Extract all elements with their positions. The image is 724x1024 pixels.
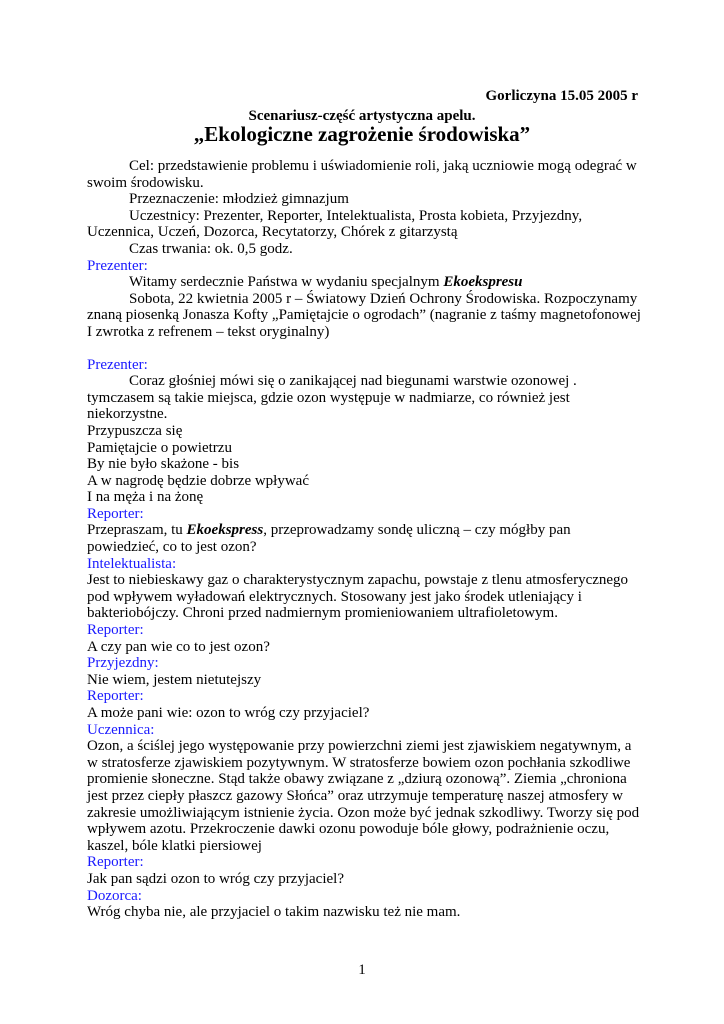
speaker-label: Reporter: xyxy=(87,505,144,522)
document-subtitle: Scenariusz-część artystyczna apelu. xyxy=(248,108,476,124)
poem-line: By nie było skażone - bis xyxy=(87,456,240,473)
poem-line: I na męża i na żonę xyxy=(87,489,204,506)
dialogue-line: Nie wiem, jestem nietutejszy xyxy=(87,671,262,688)
dialogue-line: Jak pan sądzi ozon to wróg czy przyjaciel? xyxy=(87,870,344,887)
dialogue-line: A czy pan wie co to jest ozon? xyxy=(87,638,270,655)
speaker-label: Prezenter: xyxy=(87,257,148,274)
program-name: Ekoekspress xyxy=(186,522,264,539)
speaker-label: Reporter: xyxy=(87,688,144,705)
speaker-label: Reporter: xyxy=(87,854,144,871)
document-body xyxy=(87,158,642,921)
speaker-label: Intelektualista: xyxy=(87,555,177,572)
page-number: 1 xyxy=(358,962,366,978)
dialogue-text: Przepraszam, tu xyxy=(87,522,187,539)
dialogue-line: Jest to niebieskawy gaz o charakterystycznym zapachu, powstaje z tlenu atmosferycznego pod wpływem wyładowań elektrycznych. Stosowany jest jako środek utleniający i bakteriobójczy. Chroni przed nadmiernym promieniowaniem ultrafioletowym. xyxy=(87,572,629,622)
speaker-label: Prezenter: xyxy=(87,356,148,373)
document-date: Gorliczyna 15.05 2005 r xyxy=(485,88,638,104)
dialogue-line: Coraz głośniej mówi się o zanikającej nad biegunami warstwie ozonowej . tymczasem są takie miejsca, gdzie ozon występuje w nadmiarze, co również jest niekorzystne. xyxy=(87,373,577,423)
dialogue-line xyxy=(87,274,642,291)
welcome-text: Witamy serdecznie Państwa w wydaniu specjalnym xyxy=(129,274,444,291)
intro-audience: Przeznaczenie: młodzież gimnazjum xyxy=(129,191,349,208)
speaker-label: Uczennica: xyxy=(87,721,155,738)
program-name: Ekoekspresu xyxy=(443,274,523,291)
dialogue-line: Sobota, 22 kwietnia 2005 r – Światowy Dzień Ochrony Środowiska. Rozpoczynamy znaną piosenką Jonasza Kofty „Pamiętajcie o ogrodach” (nagranie z taśmy magnetofonowej I zwrotka z refrenem – tekst oryginalny) xyxy=(87,290,641,340)
spacer xyxy=(87,341,642,357)
document-title: „Ekologiczne zagrożenie środowiska” xyxy=(193,122,531,146)
dialogue-line: Wróg chyba nie, ale przyjaciel o takim nazwisku też nie mam. xyxy=(87,904,461,921)
speaker-label: Przyjezdny: xyxy=(87,655,159,672)
intro-goal: Cel: przedstawienie problemu i uświadomienie roli, jaką uczniowie mogą odegrać w swoim środowisku. xyxy=(87,158,637,191)
dialogue-line: Ozon, a ściślej jego występowanie przy powierzchni ziemi jest zjawiskiem negatywnym, a w stratosferze zjawiskiem pozytywnym. W stratosferze bowiem ozon pochłania szkodliwe promienie słoneczne. Stąd także obawy związane z „dziurą ozonową”. Ziemia „chroniona jest przez ciepły płaszcz gazowy Słońca” oraz utrzymuje temperaturę naszej atmosfery w zakresie umożliwiającym istnienie życia. Ozon może być jednak szkodliwy. Tworzy się pod wpływem azotu. Przekroczenie dawki ozonu powoduje bóle głowy, podrażnienie oczu, kaszel, bóle klatki piersiowej xyxy=(87,738,640,854)
speaker-label: Reporter: xyxy=(87,622,144,639)
poem-line: A w nagrodę będzie dobrze wpływać xyxy=(87,472,309,489)
intro-participants: Uczestnicy: Prezenter, Reporter, Intelektualista, Prosta kobieta, Przyjezdny, Uczennica, Uczeń, Dozorca, Recytatorzy, Chórek z gitarzystą xyxy=(87,207,583,241)
dialogue-line xyxy=(87,522,642,555)
speaker-label: Dozorca: xyxy=(87,887,142,904)
dialogue-line: A może pani wie: ozon to wróg czy przyjaciel? xyxy=(87,705,370,721)
poem-line: Pamiętajcie o powietrzu xyxy=(87,439,232,456)
dialogue-text: , przeprowadzamy sondę uliczną – czy mógłby pan powiedzieć, co to jest ozon? xyxy=(87,522,571,556)
intro-duration: Czas trwania: ok. 0,5 godz. xyxy=(129,240,293,257)
poem-line: Przypuszcza się xyxy=(87,422,183,439)
